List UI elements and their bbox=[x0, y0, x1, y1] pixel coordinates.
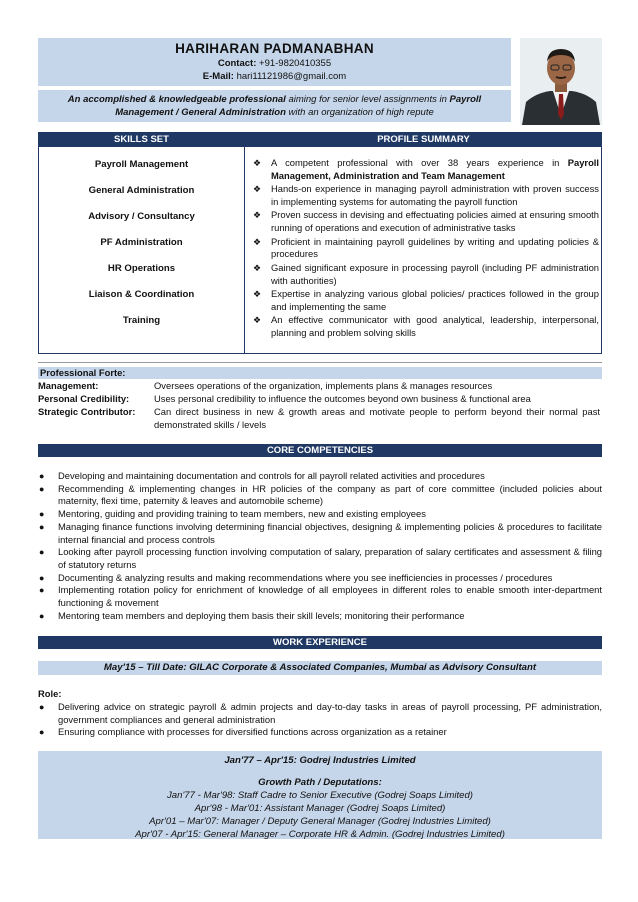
profile-item bbox=[251, 183, 599, 209]
bullet-icon: ● bbox=[39, 509, 45, 520]
forte-key: Strategic Contributor: bbox=[38, 406, 136, 417]
list-item-text: Mentoring, guiding and providing training to team members, new and existing employees bbox=[58, 508, 426, 520]
list-item-text: Delivering advice on strategic payroll & admin projects and day-to-day tasks in areas of payroll processing, PF administration, government compliances and general administration bbox=[58, 701, 602, 725]
list-item-text: Implementing rotation policy for enrichment of knowledge of all employees in different roles to enable smooth inter-department functioning & movement bbox=[58, 584, 602, 609]
list-item-text: Looking after payroll processing function involving computation of salary, preparation of salary certificates and assessment & filing of statutory returns bbox=[58, 546, 602, 570]
role-label: Role: bbox=[38, 688, 62, 699]
growth-item: Apr'07 - Apr'15: General Manager – Corporate HR & Admin. (Godrej Industries Limited) bbox=[135, 829, 505, 840]
tagline bbox=[38, 90, 511, 122]
divider bbox=[38, 362, 602, 363]
skill-item: Advisory / Consultancy bbox=[88, 211, 195, 222]
list-item-text: Ensuring compliance with processes for diversified functions across organization as a retainer bbox=[58, 726, 447, 738]
skill-item: General Administration bbox=[88, 185, 195, 196]
list-item-text: Recommending & implementing changes in HR policies of the company as part of core committee (included policies about maternity, flexi time, paternity & leaves and automobile scheme) bbox=[58, 482, 602, 507]
forte-key: Personal Credibility: bbox=[38, 393, 130, 404]
list-item-text: Mentoring team members and deploying them basis their skill levels; monitoring their performance bbox=[58, 609, 465, 621]
job-title: May'15 – Till Date: GILAC Corporate & Associated Companies, Mumbai as Advisory Consultant bbox=[38, 661, 602, 675]
growth-item: Apr'01 – Mar'07: Manager / Deputy General Manager (Godrej Industries Limited) bbox=[149, 816, 491, 827]
competencies-list bbox=[38, 470, 602, 622]
profile-item bbox=[251, 157, 599, 183]
tagline-text-2: with an organization of high repute bbox=[285, 107, 434, 118]
table-divider bbox=[244, 133, 245, 353]
profile-photo bbox=[520, 38, 602, 125]
bullet-icon: ● bbox=[39, 547, 45, 558]
candidate-name: HARIHARAN PADMANABHAN bbox=[175, 41, 374, 56]
skill-item: Training bbox=[122, 315, 161, 326]
list-item bbox=[38, 508, 602, 521]
competencies-heading: CORE COMPETENCIES bbox=[38, 444, 602, 457]
profile-item bbox=[251, 314, 599, 340]
list-item bbox=[38, 521, 602, 546]
profile-item-text: Proven success in devising and effectuating policies aimed at ensuring smooth running of operations and execution of administrative tasks bbox=[271, 209, 599, 234]
growth-path-block bbox=[38, 751, 602, 839]
profile-item bbox=[251, 288, 599, 314]
bullet-icon: ● bbox=[39, 471, 45, 481]
profile-item-bold: Payroll Management, Administration and Team Management bbox=[271, 157, 599, 181]
profile-item bbox=[251, 262, 599, 288]
bullet-icon: ● bbox=[39, 585, 45, 596]
bullet-icon: ● bbox=[39, 483, 45, 494]
list-item bbox=[38, 470, 602, 483]
diamond-bullet-icon: ❖ bbox=[253, 236, 262, 247]
email-value[interactable]: hari11121986@gmail.com bbox=[236, 71, 347, 82]
skills-profile-table bbox=[38, 132, 602, 354]
forte-key: Management: bbox=[38, 380, 99, 391]
contact-line bbox=[38, 58, 511, 69]
list-item bbox=[38, 483, 602, 508]
profile-item bbox=[251, 209, 599, 235]
skill-item: HR Operations bbox=[107, 263, 176, 274]
profile-list bbox=[251, 157, 599, 340]
role-list bbox=[38, 701, 602, 739]
growth-heading: Growth Path / Deputations: bbox=[258, 777, 382, 788]
bullet-icon: ● bbox=[39, 610, 45, 621]
list-item bbox=[38, 701, 602, 726]
profile-item-text: An effective communicator with good analytical, leadership, interpersonal, planning and problem solving skills bbox=[271, 314, 599, 338]
list-item bbox=[38, 726, 602, 739]
skill-item: Payroll Management bbox=[94, 159, 189, 170]
header-block bbox=[38, 38, 511, 86]
diamond-bullet-icon: ❖ bbox=[253, 184, 262, 195]
list-item-text: Managing finance functions involving determining financial objectives, designing & implementing policies & procedures to facilitate internal financial and process controls bbox=[58, 520, 602, 545]
growth-item: Apr'98 - Mar'01: Assistant Manager (Godrej Soaps Limited) bbox=[194, 803, 446, 814]
bullet-icon: ● bbox=[39, 572, 45, 583]
diamond-bullet-icon: ❖ bbox=[253, 158, 262, 168]
email-line bbox=[38, 71, 511, 82]
profile-item-text: Hands-on experience in managing payroll administration with proven success in implementing systems for automating the payroll function bbox=[271, 183, 599, 207]
profile-heading: PROFILE SUMMARY bbox=[245, 133, 602, 147]
forte-value: Uses personal credibility to influence the outcomes beyond own business & functional area bbox=[154, 393, 531, 404]
bullet-icon: ● bbox=[39, 702, 45, 712]
growth-item: Jan'77 - Mar'98: Staff Cadre to Senior Executive (Godrej Soaps Limited) bbox=[166, 790, 473, 801]
list-item-text: Developing and maintaining documentation and controls for all payroll related activities and procedures bbox=[58, 470, 485, 481]
list-item bbox=[38, 572, 602, 585]
email-label: E-Mail: bbox=[202, 71, 234, 82]
tagline-bold-1: An accomplished & knowledgeable professional bbox=[67, 94, 286, 105]
profile-item-text: Proficient in maintaining payroll guidelines by writing and updating policies & procedures bbox=[271, 235, 599, 260]
profile-item-text: A competent professional with over 38 years experience in bbox=[271, 157, 568, 168]
contact-value: +91-9820410355 bbox=[259, 58, 332, 69]
skill-item: PF Administration bbox=[100, 237, 183, 248]
contact-label: Contact: bbox=[217, 58, 257, 69]
diamond-bullet-icon: ❖ bbox=[253, 315, 262, 326]
list-item bbox=[38, 546, 602, 571]
forte-value: Can direct business in new & growth areas and motivate people to perform beyond their normal past demonstrated skills / levels bbox=[154, 406, 600, 430]
bullet-icon: ● bbox=[39, 727, 45, 738]
forte-value: Oversees operations of the organization, implements plans & manages resources bbox=[154, 380, 493, 391]
diamond-bullet-icon: ❖ bbox=[253, 288, 262, 299]
diamond-bullet-icon: ❖ bbox=[253, 262, 262, 273]
job-title: Jan'77 – Apr'15: Godrej Industries Limited bbox=[224, 755, 416, 766]
skills-heading: SKILLS SET bbox=[39, 133, 244, 147]
profile-item bbox=[251, 236, 599, 262]
work-heading: WORK EXPERIENCE bbox=[38, 636, 602, 649]
tagline-bold-2: Payroll Management / General Administration bbox=[115, 94, 482, 118]
list-item bbox=[38, 584, 602, 609]
bullet-icon: ● bbox=[39, 521, 45, 532]
list-item-text: Documenting & analyzing results and making recommendations where you see inefficiencies in processes / procedures bbox=[58, 571, 553, 583]
profile-item-text: Gained significant exposure in processing payroll (including PF administration with authorities) bbox=[271, 261, 599, 286]
skill-item: Liaison & Coordination bbox=[88, 289, 195, 300]
tagline-text-1: aiming for senior level assignments in bbox=[285, 94, 450, 105]
profile-item-text: Expertise in analyzing various global policies/ practices followed in the group and implementing the same bbox=[271, 287, 599, 312]
list-item bbox=[38, 610, 602, 623]
diamond-bullet-icon: ❖ bbox=[253, 210, 262, 221]
forte-heading: Professional Forte: bbox=[38, 367, 602, 379]
